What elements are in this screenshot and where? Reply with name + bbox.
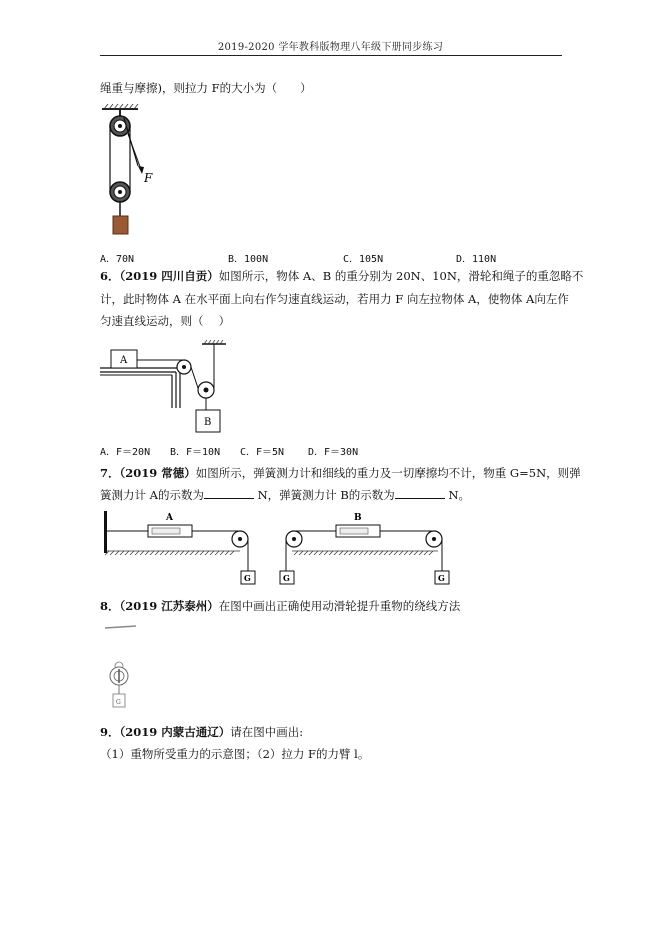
q7-label-g-1: G: [244, 573, 251, 583]
q6-line-1: [100, 268, 583, 284]
q6-pulley-figure: [100, 340, 240, 440]
q8-source: （2019 江苏泰州）: [119, 599, 219, 613]
q5-option-b: B．100N: [228, 254, 269, 265]
q8-line: [100, 598, 460, 614]
q8-movable-pulley-figure: [104, 624, 144, 714]
q6-text-1: 如图所示，物体 A、B 的重分别为 20N、10N，滑轮和绳子的重忽略不: [218, 269, 584, 283]
q7-label-b: B: [354, 513, 362, 523]
q5-stem-tail: 绳重与摩擦)，则拉力 F的大小为（ ）: [100, 81, 312, 95]
q5-option-d: D．110N: [456, 254, 497, 265]
q7-number: 7．: [100, 466, 120, 480]
q5-option-c: C．105N: [343, 254, 384, 265]
q7-text-2a: 簧测力计 A的示数为: [100, 488, 204, 502]
q8-label-g: G: [116, 699, 121, 706]
q7-label-g-2: G: [283, 573, 290, 583]
q6-number: 6．: [100, 269, 120, 283]
q6-option-d: D．F＝30N: [308, 447, 359, 458]
q7-text-2b: N，弹簧测力计 B的示数为: [253, 488, 395, 502]
q5-force-label: F: [144, 171, 153, 185]
q7-blank-b[interactable]: [395, 488, 445, 499]
q7-spring-scale-figure: [100, 505, 460, 590]
q7-label-a: A: [166, 513, 173, 523]
q9-number: 9．: [100, 725, 120, 739]
q5-pulley-figure: [98, 104, 178, 244]
q7-text-1: 如图所示，弹簧测力计和细线的重力及一切摩擦均不计，物重 G=5N，则弹: [195, 466, 581, 480]
q7-line-2: [100, 487, 470, 503]
q6-label-b: B: [204, 417, 212, 428]
q6-label-a: A: [120, 355, 128, 366]
header-divider: [100, 55, 562, 56]
q7-line-1: [100, 465, 581, 481]
q9-line: [100, 724, 303, 740]
q7-text-2c: N。: [444, 488, 471, 502]
q8-text: 在图中画出正确使用动滑轮提升重物的绕线方法: [218, 599, 461, 613]
q9-text: 请在图中画出:: [230, 725, 304, 739]
q6-source: （2019 四川自贡）: [119, 269, 219, 283]
q9-source: （2019 内蒙古通辽）: [119, 725, 231, 739]
page-header: 2019-2020 学年教科版物理八年级下册同步练习: [217, 42, 444, 53]
q7-label-g-3: G: [438, 573, 445, 583]
q8-number: 8．: [100, 599, 120, 613]
q6-line-2: 计，此时物体 A 在水平面上向右作匀速直线运动，若用力 F 向左拉物体 A，使物体 A向左作: [100, 292, 569, 306]
q7-blank-a[interactable]: [204, 488, 254, 499]
q6-option-a: A．F＝20N: [100, 447, 151, 458]
q6-line-3: 匀速直线运动，则（ ）: [100, 314, 231, 328]
q7-source: （2019 常德）: [119, 466, 196, 480]
q6-option-c: C．F＝5N: [240, 447, 285, 458]
q6-option-b: B．F＝10N: [170, 447, 221, 458]
q5-option-a: A．70N: [100, 254, 135, 265]
q9-sub: （1）重物所受重力的示意图；（2）拉力 F的力臂 l。: [100, 747, 370, 761]
